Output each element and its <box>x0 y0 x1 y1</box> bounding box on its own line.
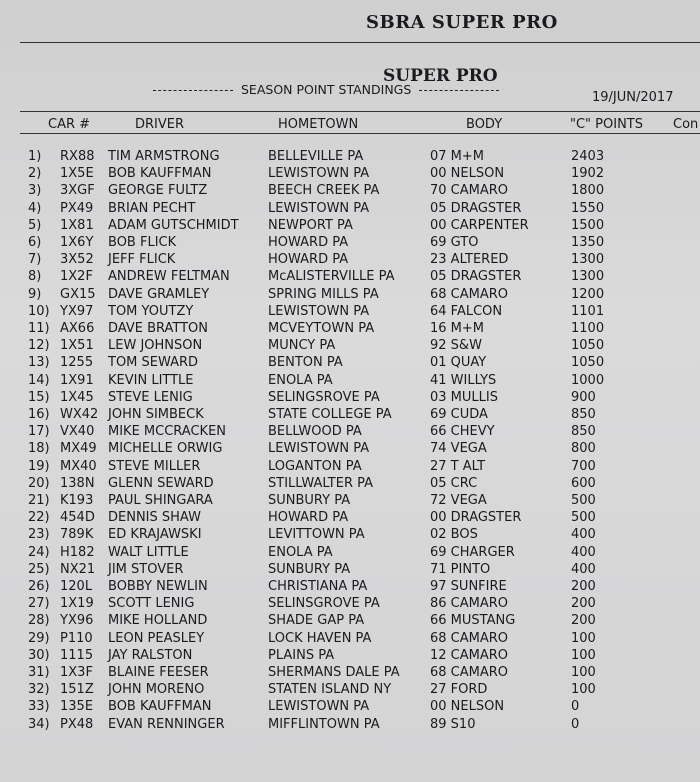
row-points: 400 <box>571 527 596 543</box>
row-rank: 32) <box>28 682 50 698</box>
row-body: 00 NELSON <box>430 166 505 182</box>
table-row <box>0 579 700 596</box>
table-row <box>0 183 700 200</box>
table-row <box>0 613 700 630</box>
row-rank: 26) <box>28 579 50 594</box>
row-body: 66 CHEVY <box>430 424 495 440</box>
col-header-car: CAR # <box>48 117 91 132</box>
row-body: 69 GTO <box>430 235 479 250</box>
row-hometown: SHADE GAP PA <box>268 613 365 629</box>
row-rank: 29) <box>28 630 50 646</box>
row-car-number: 1X6Y <box>60 235 94 250</box>
row-hometown: LOCK HAVEN PA <box>268 630 372 646</box>
row-driver: MICHELLE ORWIG <box>108 441 223 457</box>
row-hometown: LEWISTOWN PA <box>268 303 370 319</box>
subtitle-text: SEASON POINT STANDINGS <box>241 82 412 97</box>
row-points: 600 <box>571 475 596 491</box>
table-row <box>0 373 700 390</box>
row-hometown: HOWARD PA <box>268 252 349 268</box>
row-driver: TOM SEWARD <box>108 355 199 371</box>
row-hometown: LEWISTOWN PA <box>268 441 370 457</box>
row-car-number: MX49 <box>60 441 97 457</box>
row-driver: GEORGE FULTZ <box>108 183 208 199</box>
row-body: 16 M+M <box>430 321 484 336</box>
row-hometown: ENOLA PA <box>268 544 333 560</box>
row-hometown: STILLWALTER PA <box>268 475 374 491</box>
row-body: 68 CAMARO <box>430 286 509 302</box>
row-driver: WALT LITTLE <box>108 544 189 560</box>
row-body: 23 ALTERED <box>430 252 509 268</box>
table-row <box>0 149 700 166</box>
row-body: 01 QUAY <box>430 355 487 371</box>
row-body: 92 S&W <box>430 338 482 354</box>
row-rank: 18) <box>28 441 50 457</box>
table-header-rule <box>20 133 700 134</box>
row-points: 1050 <box>571 355 605 371</box>
row-driver: EVAN RENNINGER <box>108 716 225 732</box>
row-rank: 27) <box>28 596 50 612</box>
row-car-number: 151Z <box>60 682 94 698</box>
subtitle <box>145 82 507 97</box>
row-driver: TOM YOUTZY <box>108 303 194 319</box>
row-hometown: NEWPORT PA <box>268 217 353 233</box>
row-rank: 14) <box>28 372 50 388</box>
row-hometown: MUNCY PA <box>268 338 336 354</box>
row-rank: 4) <box>28 200 42 216</box>
row-car-number: 1X91 <box>60 372 94 388</box>
table-row <box>0 459 700 476</box>
row-car-number: P110 <box>60 630 93 646</box>
row-body: 27 T ALT <box>430 458 486 474</box>
row-rank: 24) <box>28 544 50 560</box>
row-body: 69 CUDA <box>430 407 488 422</box>
row-rank: 21) <box>28 493 50 508</box>
row-points: 850 <box>571 424 596 440</box>
row-points: 1800 <box>571 183 605 199</box>
table-row <box>0 321 700 338</box>
row-car-number: 1X5E <box>60 166 94 182</box>
section-title: SUPER PRO <box>383 66 498 86</box>
row-hometown: MIFFLINTOWN PA <box>268 716 380 732</box>
row-car-number: 1X19 <box>60 596 94 612</box>
table-row <box>0 493 700 510</box>
row-rank: 33) <box>28 699 50 715</box>
row-hometown: BELLEVILLE PA <box>268 149 364 164</box>
row-points: 1200 <box>571 286 605 302</box>
row-points: 400 <box>571 561 596 577</box>
row-points: 1000 <box>571 372 605 388</box>
row-driver: ANDREW FELTMAN <box>108 269 230 285</box>
row-rank: 15) <box>28 389 50 405</box>
row-hometown: SELINGSROVE PA <box>268 389 380 405</box>
row-points: 0 <box>571 699 580 715</box>
row-car-number: 3X52 <box>60 252 94 268</box>
row-hometown: SUNBURY PA <box>268 561 351 577</box>
row-body: 12 CAMARO <box>430 647 509 663</box>
row-driver: TIM ARMSTRONG <box>108 149 220 164</box>
row-car-number: WX42 <box>60 407 99 422</box>
row-rank: 17) <box>28 424 50 440</box>
dash-left <box>153 90 233 91</box>
row-points: 1500 <box>571 217 605 233</box>
row-driver: BOB KAUFFMAN <box>108 699 212 715</box>
table-row <box>0 596 700 613</box>
row-car-number: 454D <box>60 510 95 526</box>
table-row <box>0 355 700 372</box>
row-driver: ED KRAJAWSKI <box>108 527 202 543</box>
row-driver: STEVE LENIG <box>108 389 193 405</box>
table-row <box>0 218 700 235</box>
row-body: 41 WILLYS <box>430 372 497 388</box>
row-car-number: MX40 <box>60 458 97 474</box>
row-hometown: BEECH CREEK PA <box>268 183 380 199</box>
row-rank: 20) <box>28 475 50 491</box>
table-row <box>0 424 700 441</box>
row-points: 700 <box>571 458 596 474</box>
row-rank: 25) <box>28 561 50 577</box>
table-row <box>0 201 700 218</box>
row-driver: DAVE BRATTON <box>108 321 209 336</box>
row-car-number: YX97 <box>60 303 94 319</box>
table-row <box>0 682 700 699</box>
row-points: 0 <box>571 716 580 732</box>
row-car-number: 1X81 <box>60 217 94 233</box>
row-rank: 11) <box>28 321 50 336</box>
row-rank: 34) <box>28 716 50 732</box>
row-driver: JEFF FLICK <box>108 252 176 268</box>
row-rank: 23) <box>28 527 50 543</box>
row-hometown: STATEN ISLAND NY <box>268 682 392 698</box>
row-rank: 6) <box>28 235 42 250</box>
row-driver: BOB FLICK <box>108 235 177 250</box>
row-points: 100 <box>571 682 596 698</box>
row-car-number: 1X2F <box>60 269 93 285</box>
row-hometown: ENOLA PA <box>268 372 333 388</box>
row-hometown: BELLWOOD PA <box>268 424 362 440</box>
row-car-number: 1255 <box>60 355 94 371</box>
row-body: 68 CAMARO <box>430 630 509 646</box>
table-row <box>0 527 700 544</box>
row-hometown: LOGANTON PA <box>268 458 362 474</box>
row-car-number: VX40 <box>60 424 95 440</box>
row-body: 00 NELSON <box>430 699 505 715</box>
table-row <box>0 545 700 562</box>
row-body: 00 DRAGSTER <box>430 510 522 526</box>
row-driver: PAUL SHINGARA <box>108 493 213 508</box>
row-points: 1902 <box>571 166 605 182</box>
row-rank: 30) <box>28 647 50 663</box>
row-driver: SCOTT LENIG <box>108 596 195 612</box>
row-driver: LEON PEASLEY <box>108 630 205 646</box>
row-hometown: SELINSGROVE PA <box>268 596 380 612</box>
col-header-points: "C" POINTS <box>570 117 643 132</box>
row-rank: 8) <box>28 269 42 285</box>
row-car-number: K193 <box>60 493 94 508</box>
row-driver: KEVIN LITTLE <box>108 372 194 388</box>
row-body: 00 CARPENTER <box>430 217 529 233</box>
row-hometown: LEWISTOWN PA <box>268 699 370 715</box>
row-body: 64 FALCON <box>430 303 503 319</box>
row-points: 100 <box>571 647 596 663</box>
row-car-number: 135E <box>60 699 94 715</box>
row-points: 1300 <box>571 252 605 268</box>
table-row <box>0 665 700 682</box>
dash-right <box>419 90 499 91</box>
row-driver: BRIAN PECHT <box>108 200 196 216</box>
row-hometown: HOWARD PA <box>268 235 349 250</box>
row-points: 500 <box>571 510 596 526</box>
row-body: 86 CAMARO <box>430 596 509 612</box>
row-car-number: 3XGF <box>60 183 95 199</box>
table-row <box>0 338 700 355</box>
row-points: 900 <box>571 389 596 405</box>
row-rank: 31) <box>28 665 50 680</box>
row-body: 05 DRAGSTER <box>430 269 522 285</box>
row-car-number: 120L <box>60 579 93 594</box>
org-title: SBRA SUPER PRO <box>366 12 558 33</box>
table-row <box>0 166 700 183</box>
row-driver: STEVE MILLER <box>108 458 201 474</box>
row-points: 100 <box>571 665 596 680</box>
table-row <box>0 235 700 252</box>
row-body: 07 M+M <box>430 149 484 164</box>
row-car-number: YX96 <box>60 613 94 629</box>
row-points: 200 <box>571 579 596 594</box>
col-header-extra: Con <box>673 117 699 132</box>
row-driver: BOBBY NEWLIN <box>108 579 208 594</box>
col-header-body: BODY <box>466 117 503 132</box>
table-row <box>0 252 700 269</box>
row-car-number: 1X51 <box>60 338 94 354</box>
row-points: 200 <box>571 613 596 629</box>
row-points: 800 <box>571 441 596 457</box>
col-header-hometown: HOMETOWN <box>278 117 359 132</box>
row-points: 1550 <box>571 200 605 216</box>
row-hometown: CHRISTIANA PA <box>268 579 368 594</box>
table-row <box>0 562 700 579</box>
row-driver: JOHN SIMBECK <box>108 407 204 422</box>
row-body: 74 VEGA <box>430 441 487 457</box>
row-driver: BLAINE FEESER <box>108 665 209 680</box>
table-row <box>0 287 700 304</box>
row-body: 71 PINTO <box>430 561 491 577</box>
table-top-rule <box>20 111 700 112</box>
row-hometown: SHERMANS DALE PA <box>268 665 400 680</box>
row-body: 05 CRC <box>430 475 478 491</box>
row-hometown: LEVITTOWN PA <box>268 527 365 543</box>
row-hometown: SUNBURY PA <box>268 493 351 508</box>
row-points: 1101 <box>571 303 605 319</box>
row-driver: JAY RALSTON <box>108 647 193 663</box>
row-points: 400 <box>571 544 596 560</box>
row-driver: JIM STOVER <box>108 561 184 577</box>
row-rank: 28) <box>28 613 50 629</box>
row-hometown: HOWARD PA <box>268 510 349 526</box>
row-driver: LEW JOHNSON <box>108 338 203 354</box>
row-driver: DENNIS SHAW <box>108 510 201 526</box>
row-car-number: NX21 <box>60 561 96 577</box>
row-driver: JOHN MORENO <box>108 682 205 698</box>
row-hometown: SPRING MILLS PA <box>268 286 379 302</box>
row-hometown: BENTON PA <box>268 355 343 371</box>
table-row <box>0 304 700 321</box>
row-rank: 13) <box>28 355 50 371</box>
row-body: 70 CAMARO <box>430 183 509 199</box>
row-points: 500 <box>571 493 596 508</box>
table-row <box>0 269 700 286</box>
row-body: 03 MULLIS <box>430 389 498 405</box>
row-body: 72 VEGA <box>430 493 487 508</box>
row-car-number: PX48 <box>60 716 94 732</box>
row-driver: GLENN SEWARD <box>108 475 214 491</box>
table-row <box>0 407 700 424</box>
row-rank: 19) <box>28 458 50 474</box>
row-rank: 22) <box>28 510 50 526</box>
row-hometown: McALISTERVILLE PA <box>268 269 395 285</box>
row-car-number: H182 <box>60 544 95 560</box>
row-driver: DAVE GRAMLEY <box>108 286 210 302</box>
row-rank: 7) <box>28 252 42 268</box>
row-points: 1050 <box>571 338 605 354</box>
row-car-number: 1115 <box>60 647 94 663</box>
row-body: 97 SUNFIRE <box>430 579 507 594</box>
row-body: 69 CHARGER <box>430 544 515 560</box>
row-body: 89 S10 <box>430 716 476 732</box>
row-hometown: MCVEYTOWN PA <box>268 321 375 336</box>
row-hometown: STATE COLLEGE PA <box>268 407 392 422</box>
row-car-number: 1X3F <box>60 665 93 680</box>
row-hometown: PLAINS PA <box>268 647 335 663</box>
row-hometown: LEWISTOWN PA <box>268 200 370 216</box>
row-driver: ADAM GUTSCHMIDT <box>108 217 239 233</box>
table-row <box>0 699 700 716</box>
table-row <box>0 648 700 665</box>
row-points: 1350 <box>571 235 605 250</box>
row-car-number: AX66 <box>60 321 95 336</box>
col-header-driver: DRIVER <box>135 117 185 132</box>
row-car-number: RX88 <box>60 149 95 164</box>
row-rank: 16) <box>28 407 50 422</box>
row-car-number: GX15 <box>60 286 96 302</box>
row-driver: MIKE MCCRACKEN <box>108 424 227 440</box>
row-driver: MIKE HOLLAND <box>108 613 208 629</box>
row-rank: 3) <box>28 183 42 199</box>
table-row <box>0 441 700 458</box>
row-body: 05 DRAGSTER <box>430 200 522 216</box>
row-points: 100 <box>571 630 596 646</box>
row-car-number: 789K <box>60 527 94 543</box>
row-rank: 10) <box>28 303 50 319</box>
table-row <box>0 476 700 493</box>
row-hometown: LEWISTOWN PA <box>268 166 370 182</box>
table-row <box>0 510 700 527</box>
row-body: 66 MUSTANG <box>430 613 516 629</box>
row-car-number: PX49 <box>60 200 94 216</box>
row-car-number: 138N <box>60 475 95 491</box>
row-driver: BOB KAUFFMAN <box>108 166 212 182</box>
row-rank: 9) <box>28 286 42 302</box>
row-car-number: 1X45 <box>60 389 94 405</box>
row-rank: 1) <box>28 149 42 164</box>
table-row <box>0 631 700 648</box>
header-divider <box>20 42 700 43</box>
row-rank: 12) <box>28 338 50 354</box>
table-row <box>0 717 700 734</box>
report-date: 19/JUN/2017 <box>592 90 674 105</box>
table-row <box>0 390 700 407</box>
row-points: 1300 <box>571 269 605 285</box>
row-rank: 2) <box>28 166 42 182</box>
row-body: 68 CAMARO <box>430 665 509 680</box>
row-rank: 5) <box>28 217 42 233</box>
row-body: 02 BOS <box>430 527 478 543</box>
row-points: 200 <box>571 596 596 612</box>
row-body: 27 FORD <box>430 682 488 698</box>
row-points: 2403 <box>571 149 605 164</box>
row-points: 850 <box>571 407 596 422</box>
row-points: 1100 <box>571 321 605 336</box>
